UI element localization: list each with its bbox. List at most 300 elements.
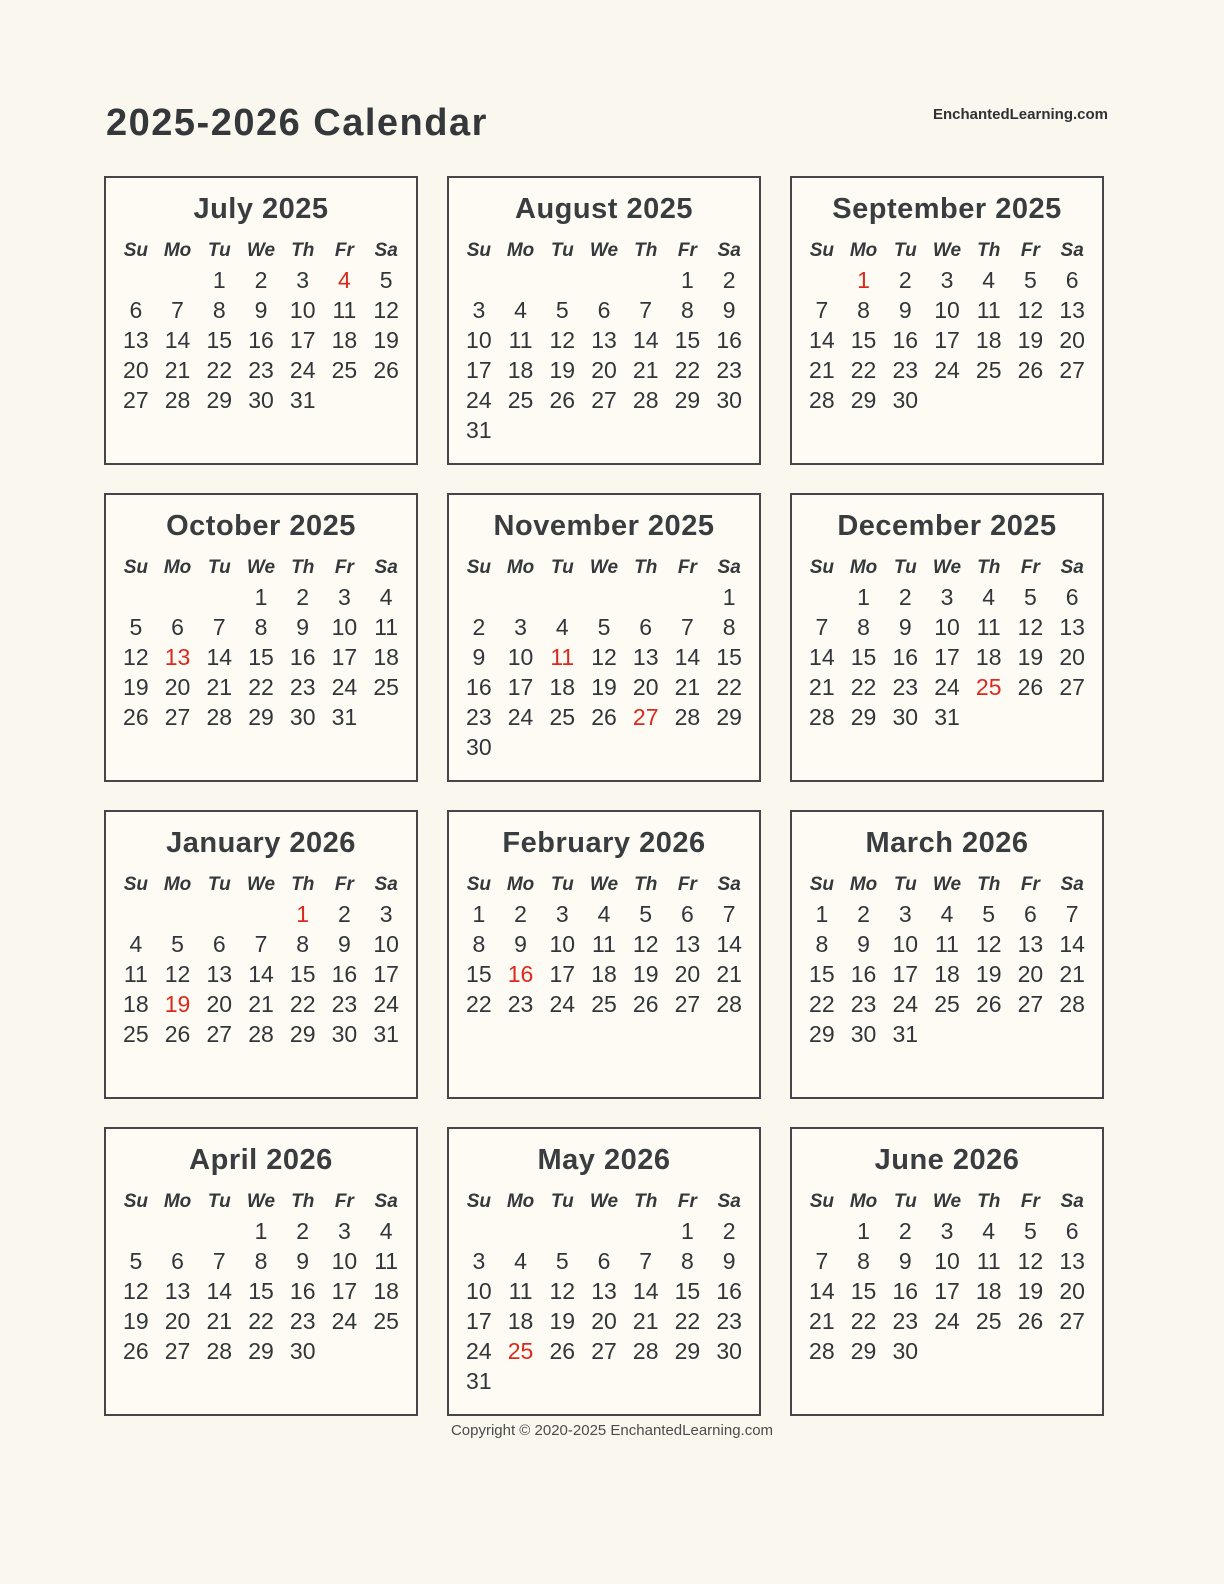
date-cell: 27 <box>164 1338 191 1364</box>
empty-cell <box>458 582 500 612</box>
date-cell: 30 <box>892 1338 919 1364</box>
date-cell: 19 <box>1017 327 1044 353</box>
day-of-week-header: Tu <box>893 1191 917 1212</box>
empty-cell <box>157 582 199 612</box>
day-of-week-header: Fr <box>1020 557 1040 578</box>
date-cell: 26 <box>591 704 617 730</box>
date-cell: 2 <box>296 584 310 610</box>
date-cell: 9 <box>296 614 310 640</box>
date-cell: 14 <box>206 1278 233 1304</box>
month-february-2026 <box>447 810 761 1099</box>
date-cell: 7 <box>815 614 829 640</box>
day-of-week-header: We <box>932 874 962 895</box>
date-cell: 20 <box>632 674 659 700</box>
date-cell: 8 <box>296 931 310 957</box>
date-cell: 12 <box>591 644 617 670</box>
date-cell: 18 <box>934 961 960 987</box>
day-of-week-header: Tu <box>550 1191 574 1212</box>
day-of-week-header: We <box>246 557 276 578</box>
empty-cell <box>625 1216 667 1246</box>
date-cell: 31 <box>373 1021 399 1047</box>
month-july-2025 <box>104 176 418 465</box>
date-cell: 10 <box>373 931 399 957</box>
day-of-week-header: Th <box>977 874 1001 895</box>
date-cell: 1 <box>681 267 694 293</box>
date-cell: 15 <box>248 1278 274 1304</box>
day-of-week-header: We <box>589 874 619 895</box>
date-cell: 10 <box>507 644 534 670</box>
date-cell: 14 <box>716 931 742 957</box>
date-cell: 4 <box>940 901 954 927</box>
month-october-2025 <box>104 493 418 782</box>
date-cell: 27 <box>164 704 191 730</box>
date-cell: 2 <box>254 267 268 293</box>
date-cell: 17 <box>934 327 960 353</box>
empty-cell <box>458 265 500 295</box>
day-of-week-header: Th <box>291 557 315 578</box>
empty-cell <box>801 582 843 612</box>
date-cell: 18 <box>591 961 617 987</box>
date-cell: 4 <box>379 1218 393 1244</box>
date-cell: 18 <box>331 327 358 353</box>
day-of-week-header: Tu <box>550 557 574 578</box>
date-cell: 12 <box>1017 614 1044 640</box>
date-cell: 16 <box>331 961 358 987</box>
date-cell: 10 <box>934 297 960 323</box>
date-cell: 13 <box>1059 614 1085 640</box>
date-cell: 15 <box>850 327 877 353</box>
day-of-week-header: Th <box>977 557 1001 578</box>
date-cell: 3 <box>472 1248 486 1274</box>
holiday-date-cell: 4 <box>338 267 351 293</box>
date-cell: 14 <box>632 327 659 353</box>
date-cell: 30 <box>850 1021 877 1047</box>
date-cell: 24 <box>331 674 358 700</box>
day-of-week-header: Tu <box>893 874 917 895</box>
date-cell: 12 <box>549 1278 576 1304</box>
date-cell: 17 <box>373 961 399 987</box>
date-cell: 17 <box>289 327 316 353</box>
date-cell: 5 <box>597 614 611 640</box>
day-of-week-header: We <box>246 874 276 895</box>
date-cell: 21 <box>632 1308 659 1334</box>
date-cell: 12 <box>549 327 576 353</box>
date-cell: 5 <box>555 1248 569 1274</box>
date-cell: 30 <box>331 1021 358 1047</box>
date-cell: 22 <box>674 357 701 383</box>
date-cell: 16 <box>289 644 316 670</box>
date-cell: 2 <box>722 1218 736 1244</box>
date-cell: 25 <box>549 704 576 730</box>
empty-cell <box>115 1216 157 1246</box>
empty-cell <box>667 582 709 612</box>
day-of-week-header: Mo <box>849 240 878 261</box>
date-cell: 3 <box>555 901 569 927</box>
holiday-date-cell: 13 <box>164 644 191 670</box>
month-title: November 2025 <box>493 510 715 542</box>
date-cell: 1 <box>857 584 870 610</box>
date-cell: 5 <box>1024 267 1037 293</box>
date-cell: 9 <box>898 614 912 640</box>
month-august-2025 <box>447 176 761 465</box>
date-cell: 23 <box>248 357 274 383</box>
day-of-week-header: Mo <box>163 557 192 578</box>
date-cell: 27 <box>1059 1308 1085 1334</box>
date-cell: 23 <box>892 357 919 383</box>
date-cell: 1 <box>722 584 736 610</box>
day-of-week-header: Fr <box>677 240 697 261</box>
date-cell: 8 <box>254 1248 268 1274</box>
day-of-week-header: Tu <box>893 240 917 261</box>
date-cell: 25 <box>373 674 399 700</box>
empty-cell <box>801 1216 843 1246</box>
month-grid <box>801 235 1093 415</box>
date-cell: 15 <box>289 961 316 987</box>
empty-cell <box>541 265 583 295</box>
day-of-week-header: We <box>246 240 276 261</box>
date-cell: 1 <box>815 901 829 927</box>
date-cell: 16 <box>466 674 492 700</box>
empty-cell <box>500 1216 542 1246</box>
date-cell: 29 <box>248 1338 274 1364</box>
date-cell: 7 <box>212 614 226 640</box>
date-cell: 11 <box>123 961 148 987</box>
date-cell: 22 <box>850 1308 877 1334</box>
date-cell: 26 <box>549 387 576 413</box>
date-cell: 11 <box>935 931 959 957</box>
date-cell: 22 <box>850 357 877 383</box>
month-title: February 2026 <box>502 827 706 859</box>
date-cell: 26 <box>123 704 149 730</box>
date-cell: 20 <box>1059 1278 1085 1304</box>
date-cell: 12 <box>975 931 1002 957</box>
date-cell: 22 <box>809 991 835 1017</box>
date-cell: 28 <box>164 387 191 413</box>
day-of-week-header: We <box>589 1191 619 1212</box>
date-cell: 4 <box>129 931 143 957</box>
date-cell: 17 <box>934 1278 960 1304</box>
month-grid <box>801 869 1093 1049</box>
date-cell: 2 <box>338 901 351 927</box>
day-of-week-header: Su <box>809 240 834 261</box>
date-cell: 14 <box>206 644 233 670</box>
date-cell: 26 <box>1017 674 1044 700</box>
date-cell: 30 <box>892 704 919 730</box>
date-cell: 13 <box>206 961 233 987</box>
month-title: July 2025 <box>193 193 329 225</box>
empty-cell <box>625 265 667 295</box>
day-of-week-header: Sa <box>1060 874 1084 895</box>
date-cell: 10 <box>466 1278 492 1304</box>
date-cell: 30 <box>289 704 316 730</box>
date-cell: 12 <box>1017 1248 1044 1274</box>
day-of-week-header: Th <box>291 874 315 895</box>
date-cell: 13 <box>1059 1248 1085 1274</box>
date-cell: 26 <box>373 357 399 383</box>
month-november-2025 <box>447 493 761 782</box>
date-cell: 21 <box>809 674 835 700</box>
day-of-week-header: Th <box>634 557 658 578</box>
date-cell: 22 <box>466 991 492 1017</box>
day-of-week-header: We <box>589 557 619 578</box>
day-of-week-header: Tu <box>207 874 231 895</box>
date-cell: 2 <box>857 901 870 927</box>
date-cell: 2 <box>296 1218 310 1244</box>
day-of-week-header: Th <box>634 240 658 261</box>
day-of-week-header: Sa <box>374 874 398 895</box>
date-cell: 4 <box>555 614 569 640</box>
date-cell: 9 <box>722 1248 736 1274</box>
date-cell: 7 <box>722 901 736 927</box>
date-cell: 22 <box>248 1308 274 1334</box>
date-cell: 31 <box>892 1021 919 1047</box>
date-cell: 24 <box>934 674 960 700</box>
date-cell: 29 <box>674 1338 701 1364</box>
day-of-week-header: Su <box>466 240 491 261</box>
empty-cell <box>115 265 157 295</box>
day-of-week-header: Fr <box>677 874 697 895</box>
date-cell: 23 <box>466 704 492 730</box>
date-cell: 16 <box>892 1278 919 1304</box>
empty-cell <box>115 582 157 612</box>
date-cell: 8 <box>681 1248 694 1274</box>
day-of-week-header: Sa <box>374 240 398 261</box>
empty-cell <box>198 899 240 929</box>
date-cell: 4 <box>982 1218 996 1244</box>
month-grid <box>115 869 407 1049</box>
empty-cell <box>157 899 199 929</box>
month-grid <box>458 552 750 762</box>
date-cell: 6 <box>212 931 226 957</box>
empty-cell <box>198 1216 240 1246</box>
date-cell: 16 <box>716 1278 742 1304</box>
date-cell: 9 <box>254 297 268 323</box>
date-cell: 30 <box>466 734 492 760</box>
day-of-week-header: Su <box>466 874 491 895</box>
month-june-2026 <box>790 1127 1104 1416</box>
date-cell: 25 <box>934 991 960 1017</box>
date-cell: 10 <box>934 1248 960 1274</box>
date-cell: 17 <box>331 644 358 670</box>
day-of-week-header: Mo <box>163 240 192 261</box>
date-cell: 19 <box>373 327 399 353</box>
date-cell: 23 <box>289 1308 316 1334</box>
date-cell: 18 <box>123 991 149 1017</box>
date-cell: 9 <box>857 931 870 957</box>
date-cell: 5 <box>129 614 143 640</box>
date-cell: 18 <box>975 327 1002 353</box>
date-cell: 26 <box>632 991 659 1017</box>
date-cell: 16 <box>850 961 877 987</box>
date-cell: 23 <box>892 674 919 700</box>
date-cell: 28 <box>716 991 742 1017</box>
date-cell: 18 <box>373 1278 399 1304</box>
date-cell: 3 <box>940 1218 954 1244</box>
date-cell: 2 <box>898 267 912 293</box>
date-cell: 5 <box>1024 1218 1037 1244</box>
date-cell: 14 <box>1059 931 1085 957</box>
date-cell: 29 <box>850 387 877 413</box>
date-cell: 8 <box>815 931 829 957</box>
date-cell: 19 <box>1017 644 1044 670</box>
day-of-week-header: Fr <box>677 557 697 578</box>
date-cell: 8 <box>681 297 694 323</box>
date-cell: 20 <box>674 961 701 987</box>
day-of-week-header: Th <box>634 874 658 895</box>
date-cell: 29 <box>809 1021 835 1047</box>
date-cell: 16 <box>716 327 742 353</box>
date-cell: 5 <box>982 901 996 927</box>
date-cell: 10 <box>466 327 492 353</box>
date-cell: 20 <box>164 1308 191 1334</box>
date-cell: 28 <box>632 387 659 413</box>
date-cell: 17 <box>934 644 960 670</box>
empty-cell <box>115 899 157 929</box>
date-cell: 24 <box>331 1308 358 1334</box>
date-cell: 18 <box>507 357 534 383</box>
date-cell: 22 <box>850 674 877 700</box>
date-cell: 18 <box>549 674 576 700</box>
empty-cell <box>541 1216 583 1246</box>
date-cell: 21 <box>809 357 835 383</box>
date-cell: 17 <box>892 961 919 987</box>
date-cell: 23 <box>289 674 316 700</box>
date-cell: 25 <box>507 387 534 413</box>
date-cell: 18 <box>373 644 399 670</box>
day-of-week-header: Th <box>291 240 315 261</box>
date-cell: 23 <box>507 991 534 1017</box>
date-cell: 7 <box>171 297 184 323</box>
day-of-week-header: Sa <box>717 557 741 578</box>
month-september-2025 <box>790 176 1104 465</box>
date-cell: 20 <box>206 991 233 1017</box>
date-cell: 21 <box>632 357 659 383</box>
date-cell: 5 <box>379 267 393 293</box>
date-cell: 16 <box>892 327 919 353</box>
date-cell: 27 <box>123 387 149 413</box>
date-cell: 10 <box>289 297 316 323</box>
holiday-date-cell: 1 <box>296 901 310 927</box>
empty-cell <box>583 582 625 612</box>
date-cell: 22 <box>674 1308 701 1334</box>
date-cell: 29 <box>674 387 701 413</box>
date-cell: 14 <box>809 644 835 670</box>
date-cell: 26 <box>1017 1308 1044 1334</box>
date-cell: 7 <box>815 297 829 323</box>
day-of-week-header: We <box>932 240 962 261</box>
day-of-week-header: Th <box>977 240 1001 261</box>
empty-cell <box>583 265 625 295</box>
day-of-week-header: Tu <box>207 1191 231 1212</box>
day-of-week-header: Sa <box>374 557 398 578</box>
date-cell: 3 <box>514 614 527 640</box>
date-cell: 8 <box>254 614 268 640</box>
date-cell: 19 <box>1017 1278 1044 1304</box>
date-cell: 28 <box>632 1338 659 1364</box>
date-cell: 28 <box>1059 991 1085 1017</box>
date-cell: 20 <box>164 674 191 700</box>
date-cell: 6 <box>171 1248 184 1274</box>
date-cell: 9 <box>514 931 527 957</box>
date-cell: 28 <box>206 704 233 730</box>
date-cell: 17 <box>466 1308 492 1334</box>
date-cell: 28 <box>248 1021 274 1047</box>
day-of-week-header: Fr <box>1020 874 1040 895</box>
date-cell: 13 <box>632 644 659 670</box>
date-cell: 13 <box>591 1278 617 1304</box>
date-cell: 24 <box>934 357 960 383</box>
date-cell: 8 <box>472 931 486 957</box>
day-of-week-header: Th <box>291 1191 315 1212</box>
day-of-week-header: Su <box>466 557 491 578</box>
date-cell: 22 <box>248 674 274 700</box>
date-cell: 26 <box>975 991 1002 1017</box>
date-cell: 25 <box>123 1021 149 1047</box>
month-grid <box>115 235 407 415</box>
day-of-week-header: Sa <box>717 240 741 261</box>
date-cell: 19 <box>632 961 659 987</box>
empty-cell <box>240 899 282 929</box>
month-title: September 2025 <box>832 193 1062 225</box>
day-of-week-header: Su <box>123 557 148 578</box>
date-cell: 15 <box>850 644 877 670</box>
date-cell: 29 <box>850 1338 877 1364</box>
date-cell: 30 <box>716 387 742 413</box>
date-cell: 24 <box>507 704 534 730</box>
date-cell: 28 <box>809 1338 835 1364</box>
date-cell: 29 <box>850 704 877 730</box>
date-cell: 9 <box>472 644 486 670</box>
date-cell: 15 <box>248 644 274 670</box>
date-cell: 25 <box>975 357 1002 383</box>
date-cell: 16 <box>289 1278 316 1304</box>
date-cell: 11 <box>374 614 399 640</box>
date-cell: 26 <box>549 1338 576 1364</box>
date-cell: 27 <box>591 387 617 413</box>
month-title: March 2026 <box>865 827 1029 859</box>
date-cell: 21 <box>248 991 274 1017</box>
date-cell: 6 <box>1024 901 1037 927</box>
empty-cell <box>157 265 199 295</box>
month-title: January 2026 <box>166 827 356 859</box>
date-cell: 14 <box>248 961 274 987</box>
date-cell: 29 <box>248 704 274 730</box>
date-cell: 19 <box>591 674 617 700</box>
date-cell: 26 <box>1017 357 1044 383</box>
date-cell: 6 <box>681 901 694 927</box>
date-cell: 12 <box>123 644 149 670</box>
date-cell: 20 <box>1059 327 1085 353</box>
day-of-week-header: Sa <box>717 874 741 895</box>
holiday-date-cell: 25 <box>975 674 1002 700</box>
date-cell: 3 <box>472 297 486 323</box>
day-of-week-header: Tu <box>550 874 574 895</box>
date-cell: 3 <box>898 901 912 927</box>
date-cell: 1 <box>681 1218 694 1244</box>
day-of-week-header: Mo <box>849 557 878 578</box>
date-cell: 15 <box>716 644 742 670</box>
day-of-week-header: We <box>246 1191 276 1212</box>
month-grid <box>458 235 750 445</box>
date-cell: 13 <box>674 931 701 957</box>
date-cell: 13 <box>1017 931 1044 957</box>
day-of-week-header: Mo <box>849 1191 878 1212</box>
holiday-date-cell: 19 <box>164 991 191 1017</box>
day-of-week-header: Fr <box>334 1191 354 1212</box>
date-cell: 24 <box>373 991 399 1017</box>
holiday-date-cell: 16 <box>507 961 534 987</box>
date-cell: 9 <box>338 931 351 957</box>
